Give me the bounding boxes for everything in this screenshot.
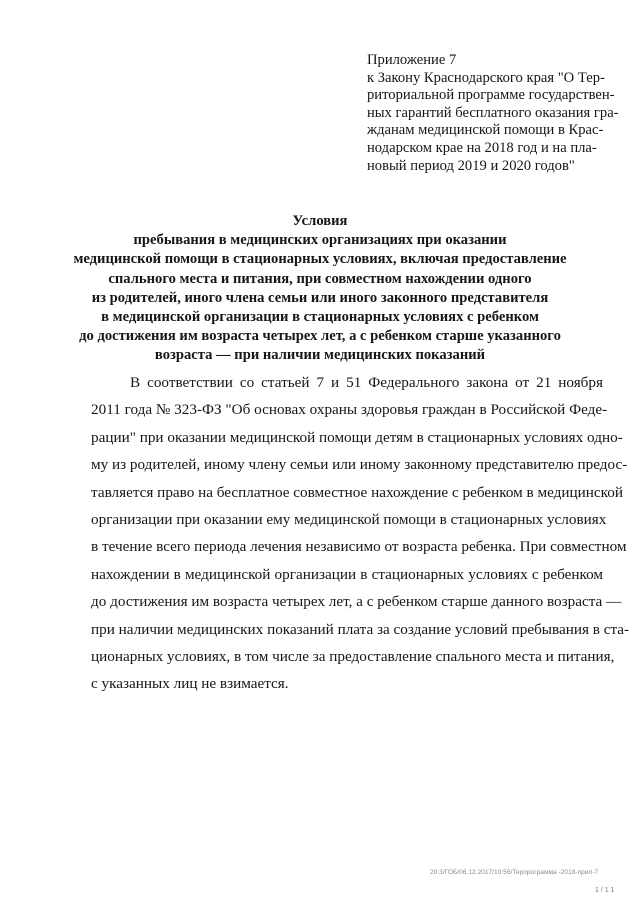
body-line: рации" при оказании медицинской помощи детям в стационарных условиях одно- [91,428,623,446]
body-line: в течение всего периода лечения независимо от возраста ребенка. При совместном [91,538,627,556]
body-line: до достижения им возраста четырех лет, а с ребенком старше данного возраста — [91,593,622,611]
appendix-line: новый период 2019 и 2020 годов" [367,157,575,174]
appendix-line: риториальной программе государствен- [367,87,615,104]
body-line: тавляется право на бесплатное совместное нахождение с ребенком в медицинской [91,483,623,501]
appendix-line: к Закону Краснодарского края "О Тер- [367,69,605,86]
title-line: Условия [292,213,348,229]
appendix-line: жданам медицинской помощи в Крас- [367,122,604,139]
appendix-line: Приложение 7 [367,52,457,68]
body-line: организации при оказании ему медицинской помощи в стационарных условиях [91,511,607,529]
body-line: ционарных условиях, в том числе за предоставление спального места и питания, [91,648,615,666]
title-line: в медицинской организации в стационарных условиях с ребенком [101,309,539,326]
title-line: из родителей, иного члена семьи или иного законного представителя [91,289,549,306]
title-line: медицинской помощи в стационарных условиях, включая предоставление [73,251,567,268]
page-number: 1 / 1 1 [595,887,615,894]
title-line: спального места и питания, при совместном нахождении одного [108,270,532,287]
body-line: с указанных лиц не взимается. [91,675,289,693]
title-line: возраста — при наличии медицинских показаний [154,347,486,364]
title-line: до достижения им возраста четырех лет, а с ребенком старше указанного [79,328,561,345]
document-title [60,212,580,366]
appendix-line: ных гарантий бесплатного оказания гра- [367,104,619,121]
document-stamp: 20.3/ГОБ/06.12.2017/10:56/Терпрограмма -2018-прил-7 [430,869,599,876]
appendix-reference [367,52,619,175]
body-paragraph [91,369,630,698]
body-line: му из родителей, иному члену семьи или иному законному представителю предос- [91,456,628,474]
body-line: 2011 года № 323-ФЗ "Об основах охраны здоровья граждан в Российской Феде- [91,401,608,419]
appendix-line: нодарском крае на 2018 год и на пла- [367,139,597,156]
body-line: нахождении в медицинской организации в стационарных условиях с ребенком [91,565,603,583]
body-line: В соответствии со статьей 7 и 51 Федерального закона от 21 ноября [130,374,603,391]
body-line: при наличии медицинских показаний плата за создание условий пребывания в ста- [91,620,630,638]
title-line: пребывания в медицинских организациях при оказании [133,232,507,249]
